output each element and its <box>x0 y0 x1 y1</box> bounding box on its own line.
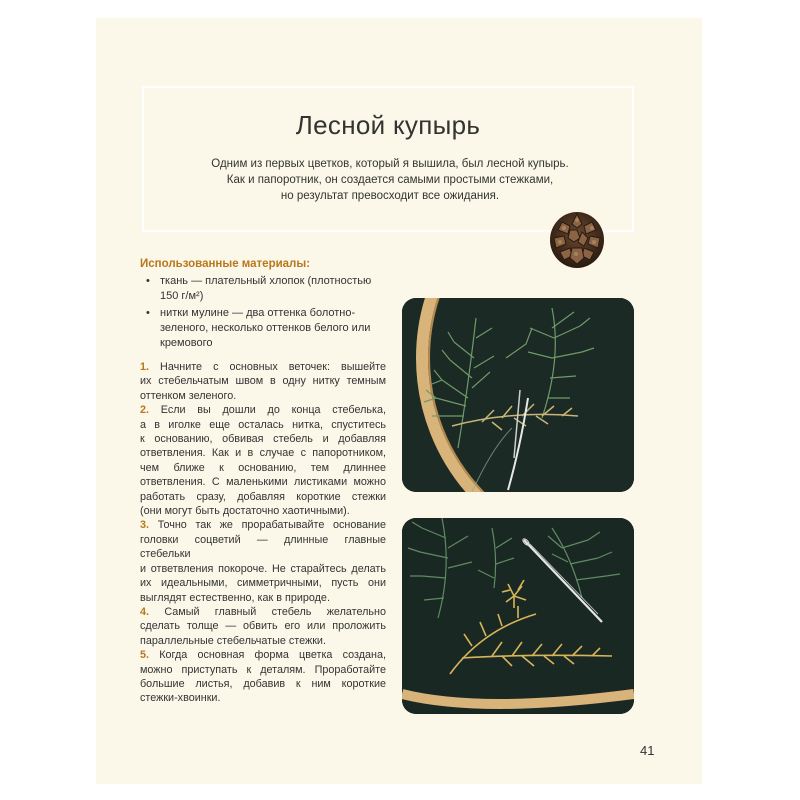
step-text: можно приступать к деталям. Проработайте <box>140 663 386 676</box>
page-title: Лесной купырь <box>295 110 481 140</box>
step-4 <box>140 605 386 648</box>
materials-heading: Использованные материалы: <box>140 258 311 270</box>
step-line <box>140 360 386 374</box>
step-number: 4. <box>140 605 150 618</box>
step-text: Самый главный стебель желательно <box>164 605 386 618</box>
step-text: сделать толще — обвить его или проложить <box>140 620 386 633</box>
step-text: работать сразу, добавляя короткие стежки <box>140 490 386 503</box>
step-text: оттенком зеленого. <box>140 389 237 402</box>
step-text: чем ближе к основанию, тем длиннее <box>140 461 386 474</box>
step-text: и ответвления покороче. Не старайтесь делать <box>140 562 386 575</box>
step-text: стежки-хвоинки. <box>140 692 221 705</box>
step-text: ответвления. С маленькими листиками можно <box>140 476 386 489</box>
list-item-text: 150 г/м²) <box>160 290 204 302</box>
intro-line: Как и папоротник, он создается самыми простыми стежками, <box>226 174 554 186</box>
step-text: Начните с основных веточек: вышейте <box>160 361 386 373</box>
step-number: 2. <box>140 404 150 417</box>
list-item <box>142 274 382 304</box>
pine-cone-icon <box>546 208 608 277</box>
step-line <box>140 518 386 532</box>
step-text: головки соцветий — длинные главные стебельки <box>140 533 386 561</box>
step-text: Точно так же прорабатывайте основание <box>157 519 386 532</box>
step-text: параллельные стебельчатые стежки. <box>140 634 326 647</box>
step-3 <box>140 518 386 604</box>
step-text: выглядят естественно, как в природе. <box>140 591 330 604</box>
step-text: Когда основная форма цветка создана, <box>159 649 386 662</box>
step-text: (они могут быть достаточно хаотичными). <box>140 505 350 518</box>
materials-list <box>142 274 382 353</box>
list-item-text: • нитки мулине — два оттенка болотно- <box>160 307 356 319</box>
step-1 <box>140 360 386 403</box>
step-text: ответвления. Как и в случае с папоротником, <box>140 447 386 460</box>
instructions <box>140 360 386 706</box>
step-text: к основанию, обвивая стебель и добавляя <box>140 433 386 446</box>
list-item <box>142 306 382 351</box>
embroidery-hoop-photo-1 <box>402 298 634 492</box>
list-item-text: • ткань — плательный хлопок (плотностью <box>160 275 372 287</box>
intro-line: но результат превосходит все ожидания. <box>280 190 500 202</box>
step-5 <box>140 648 386 706</box>
list-item-text: зеленого, несколько оттенков белого или <box>160 322 371 334</box>
step-number: 1. <box>140 361 150 373</box>
intro-text <box>205 156 575 204</box>
step-text: их стебельчатым швом в одну нитку темным <box>140 375 386 388</box>
step-line <box>140 403 386 417</box>
step-2 <box>140 403 386 518</box>
step-line <box>140 648 386 662</box>
step-text: их идеальными, симметричными, пусть они <box>140 577 386 590</box>
page-number: 41 <box>640 743 655 758</box>
step-text: большие листья, добавив к ним короткие <box>140 677 386 690</box>
step-number: 3. <box>140 519 150 532</box>
step-number: 5. <box>140 649 150 662</box>
step-text: а в иголке еще осталась нитка, спуститесь <box>140 418 386 431</box>
step-line <box>140 605 386 619</box>
list-item-text: кремового <box>160 337 213 349</box>
embroidery-hoop-photo-2 <box>402 518 634 714</box>
step-text: Если вы дошли до конца стебелька, <box>160 404 386 417</box>
intro-line: Одним из первых цветков, который я вышила, был лесной купырь. <box>211 158 569 170</box>
